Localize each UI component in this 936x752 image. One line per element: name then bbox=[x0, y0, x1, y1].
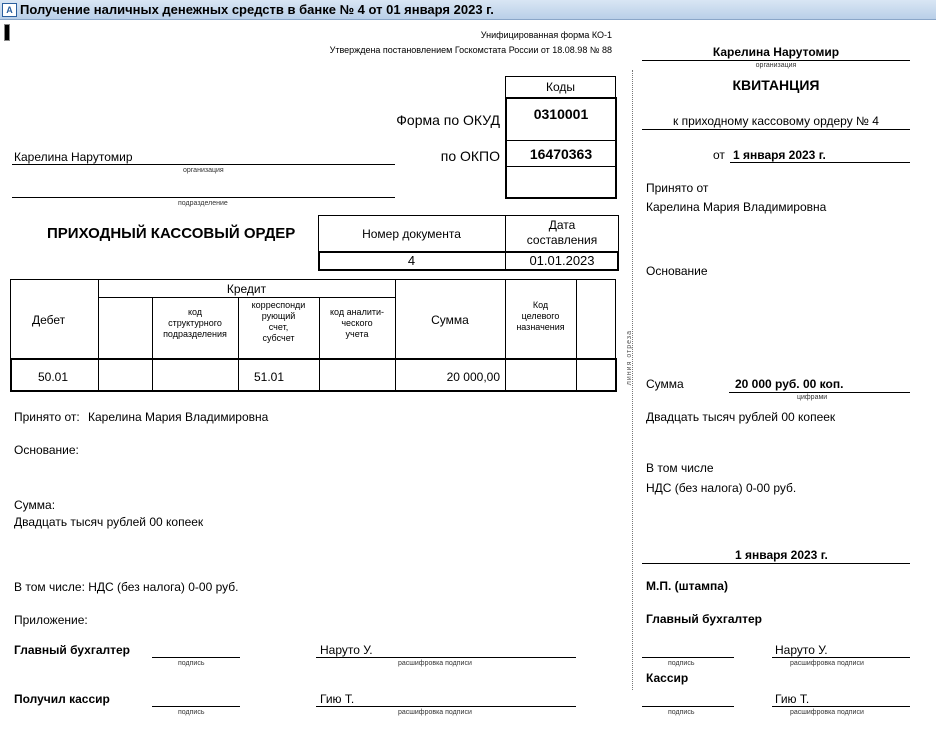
table-row bbox=[10, 358, 617, 392]
doc-number-label: Номер документа bbox=[362, 227, 461, 241]
basis-label: Основание: bbox=[14, 443, 79, 457]
receipt-vat: НДС (без налога) 0-00 руб. bbox=[646, 481, 797, 495]
debit-label: Дебет bbox=[32, 313, 66, 327]
row-sum: 20 000,00 bbox=[446, 370, 500, 384]
receipt-chief-name: Наруто У. bbox=[775, 643, 828, 657]
receipt-received-label: Принято от bbox=[646, 181, 709, 195]
corr-account-label: корреспонди рующий счет, субсчет bbox=[251, 300, 306, 343]
cashier-label: Получил кассир bbox=[14, 692, 110, 706]
analytic-code-label: код аналити- ческого учета bbox=[329, 307, 384, 339]
receipt-sum-words: Двадцать тысяч рублей 00 копеек bbox=[646, 410, 836, 424]
codes-label: Коды bbox=[545, 80, 576, 94]
receipt-cashier-label: Кассир bbox=[646, 671, 689, 685]
receipt-chief-label: Главный бухгалтер bbox=[646, 612, 763, 626]
receipt-stamp: М.П. (штампа) bbox=[646, 579, 728, 593]
unified-form-label: Унифицированная форма КО-1 bbox=[480, 30, 612, 40]
received-from: Карелина Мария Владимировна bbox=[88, 410, 269, 424]
receipt-title: КВИТАНЦИЯ bbox=[732, 77, 820, 93]
order-title: ПРИХОДНЫЙ КАССОВЫЙ ОРДЕР bbox=[47, 225, 296, 242]
receipt-cashier-signature-caption: подпись bbox=[668, 709, 695, 716]
okpo-label: по ОКПО bbox=[440, 148, 500, 164]
row-debit: 50.01 bbox=[38, 370, 69, 384]
row-corr: 51.01 bbox=[254, 370, 285, 384]
receipt-including-label: В том числе bbox=[646, 461, 714, 475]
chief-name: Наруто У. bbox=[320, 643, 373, 657]
okud-label: Форма по ОКУД bbox=[396, 112, 500, 128]
cashier-name: Гию Т. bbox=[320, 692, 355, 706]
receipt-digits-caption: цифрами bbox=[797, 394, 828, 401]
doc-number: 4 bbox=[407, 253, 416, 268]
date-label-2: составления bbox=[526, 233, 598, 247]
received-from-label: Принято от: bbox=[14, 410, 80, 424]
receipt-organization: Карелина Нарутомир bbox=[712, 45, 840, 59]
including-vat: В том числе: НДС (без налога) 0-00 руб. bbox=[14, 580, 239, 594]
organization-caption: организация bbox=[183, 167, 224, 174]
sum-label: Сумма: bbox=[14, 498, 56, 512]
cashier-signature-caption: подпись bbox=[178, 709, 205, 716]
receipt-from-date: 1 января 2023 г. bbox=[733, 148, 826, 162]
attachment-label: Приложение: bbox=[14, 613, 88, 627]
purpose-code-label: Код целевого назначения bbox=[516, 300, 565, 332]
receipt-received-name: Карелина Мария Владимировна bbox=[646, 200, 827, 214]
date-label-1: Дата bbox=[548, 218, 576, 232]
cashier-decode-caption: расшифровка подписи bbox=[398, 709, 472, 716]
receipt-cashier-decode-caption: расшифровка подписи bbox=[790, 709, 864, 716]
receipt-sum-value: 20 000 руб. 00 коп. bbox=[735, 377, 844, 391]
receipt-chief-decode-caption: расшифровка подписи bbox=[790, 660, 864, 667]
window-titlebar bbox=[0, 0, 936, 20]
subdivision-caption: подразделение bbox=[178, 200, 228, 207]
receipt-to-order: к приходному кассовому ордеру № 4 bbox=[673, 114, 879, 128]
cell-cursor[interactable] bbox=[4, 24, 10, 41]
receipt-organization-caption: организация bbox=[755, 62, 797, 69]
doc-date: 01.01.2023 bbox=[529, 253, 595, 268]
window-title: Получение наличных денежных средств в банке № 4 от 01 января 2023 г. bbox=[20, 2, 494, 17]
receipt-date: 1 января 2023 г. bbox=[735, 548, 828, 562]
chief-accountant-label: Главный бухгалтер bbox=[14, 643, 131, 657]
receipt-sum-label: Сумма bbox=[646, 377, 684, 391]
credit-label: Кредит bbox=[226, 282, 267, 296]
approved-label: Утверждена постановлением Госкомстата России от 18.08.98 № 88 bbox=[329, 45, 612, 55]
struct-code-label: код структурного подразделения bbox=[163, 307, 227, 339]
organization-name: Карелина Нарутомир bbox=[14, 150, 133, 164]
receipt-basis-label: Основание bbox=[646, 264, 708, 278]
receipt-cashier-name: Гию Т. bbox=[775, 692, 810, 706]
okpo-code: 16470363 bbox=[529, 146, 593, 162]
receipt-from-label: от bbox=[713, 148, 725, 162]
spreadsheet-icon: A bbox=[2, 3, 17, 17]
sum-words: Двадцать тысяч рублей 00 копеек bbox=[14, 515, 204, 529]
receipt-chief-signature-caption: подпись bbox=[668, 660, 695, 667]
cut-line-label: линия отреза bbox=[626, 330, 633, 386]
okud-code: 0310001 bbox=[533, 106, 589, 122]
sum-col-label: Сумма bbox=[431, 313, 469, 327]
chief-decode-caption: расшифровка подписи bbox=[398, 660, 472, 667]
chief-signature-caption: подпись bbox=[178, 660, 205, 667]
